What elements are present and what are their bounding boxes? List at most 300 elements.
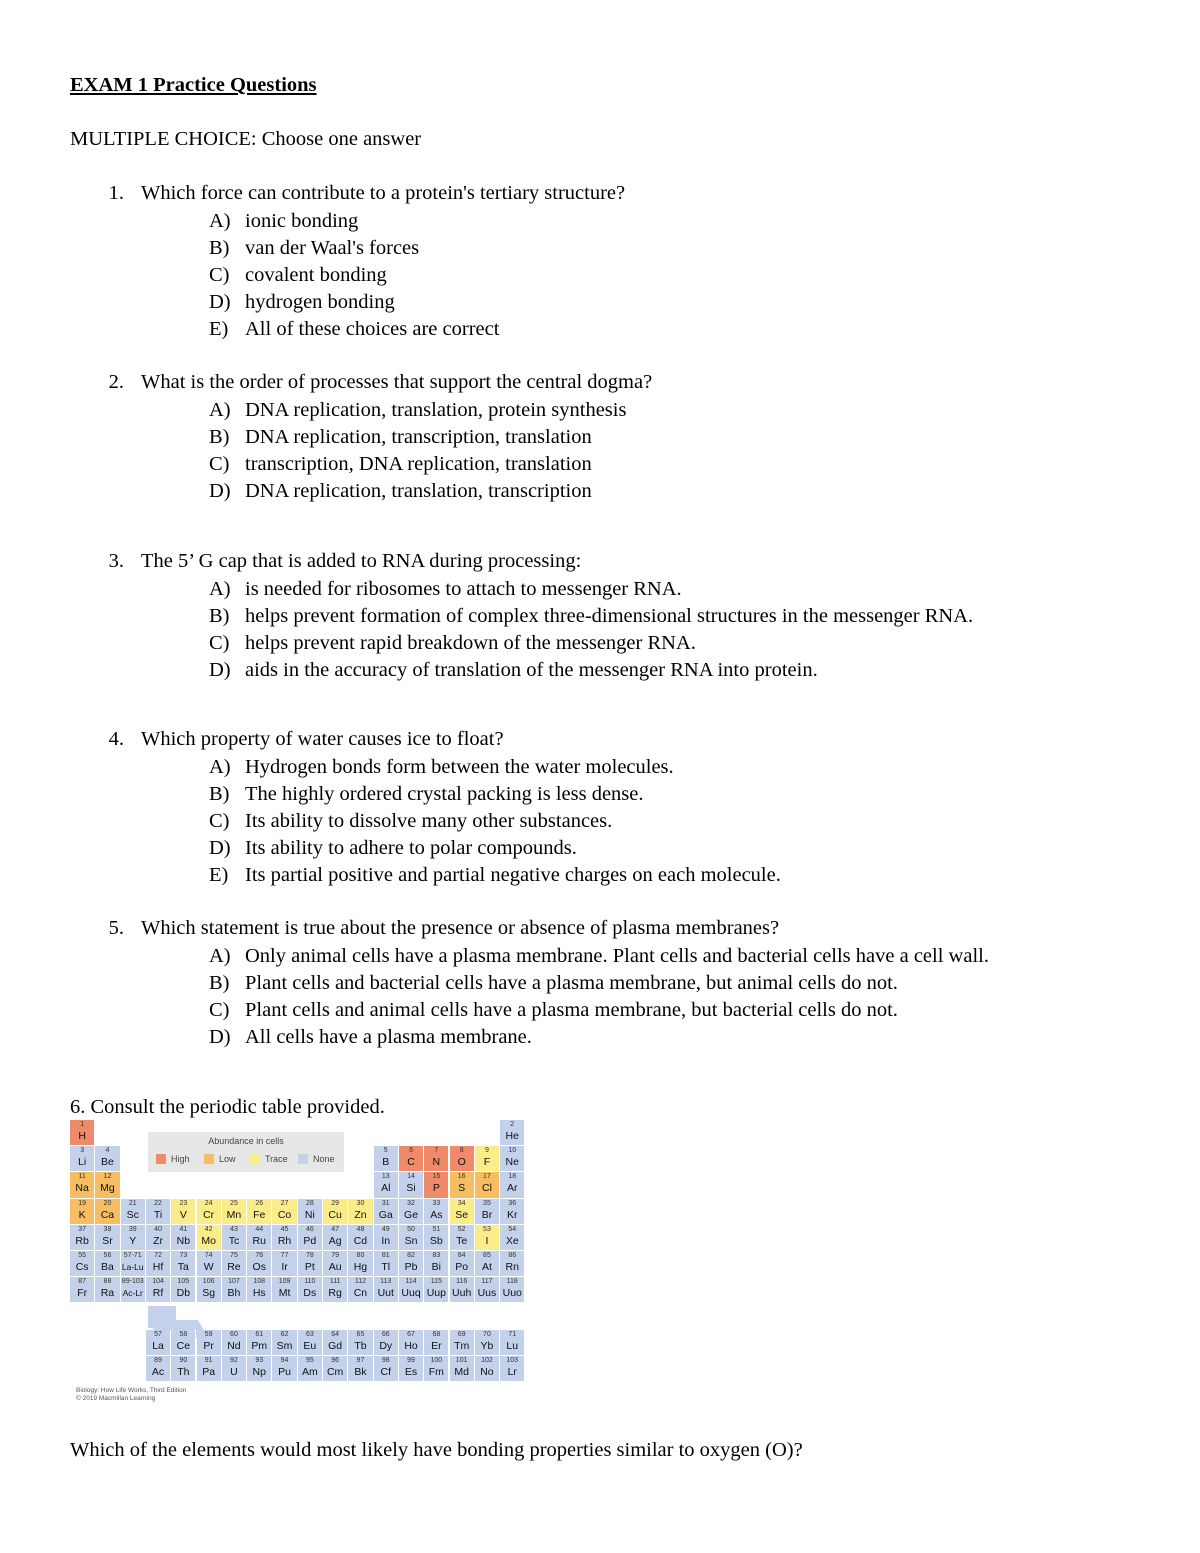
element-sr bbox=[95, 1225, 120, 1251]
atomic-number: 115 bbox=[430, 1278, 442, 1286]
element-symbol: At bbox=[481, 1261, 492, 1273]
atomic-number: 60 bbox=[230, 1331, 238, 1338]
option-letter: C) bbox=[209, 264, 230, 286]
atomic-number: 41 bbox=[179, 1225, 188, 1233]
element-symbol: W bbox=[203, 1261, 214, 1273]
element-symbol: Os bbox=[252, 1261, 266, 1273]
element-symbol: Rn bbox=[505, 1261, 519, 1273]
legend-label: Low bbox=[219, 1154, 236, 1164]
answer-option bbox=[209, 809, 781, 836]
element-at bbox=[475, 1251, 500, 1277]
answer-option bbox=[209, 263, 499, 290]
atomic-number: 88 bbox=[103, 1278, 112, 1286]
option-text: All cells have a plasma membrane. bbox=[245, 1026, 532, 1048]
option-letter: C) bbox=[209, 999, 230, 1021]
element-se bbox=[450, 1199, 475, 1225]
element-ni bbox=[298, 1199, 323, 1225]
element-symbol: Zr bbox=[153, 1234, 163, 1247]
element-hf bbox=[146, 1251, 171, 1277]
atomic-number: 38 bbox=[103, 1225, 112, 1233]
element-symbol: O bbox=[457, 1156, 466, 1169]
element-symbol: Se bbox=[455, 1208, 469, 1221]
element-cf bbox=[374, 1356, 399, 1382]
option-letter: D) bbox=[209, 480, 231, 502]
legend-swatch-none bbox=[298, 1154, 308, 1164]
atomic-number: 6 bbox=[409, 1147, 413, 1155]
answer-options bbox=[209, 577, 973, 685]
atomic-number: 110 bbox=[304, 1278, 316, 1286]
element-fr bbox=[70, 1277, 95, 1303]
element-symbol: Ho bbox=[404, 1340, 418, 1352]
element-symbol: Co bbox=[277, 1208, 292, 1221]
element-symbol: Uus bbox=[477, 1287, 497, 1300]
element-cd bbox=[348, 1225, 373, 1251]
atomic-number: 72 bbox=[154, 1252, 162, 1259]
atomic-number: 81 bbox=[381, 1252, 390, 1259]
element-mt bbox=[272, 1277, 297, 1303]
element-bi bbox=[424, 1251, 449, 1277]
atomic-number: 89 bbox=[154, 1357, 162, 1365]
answer-options bbox=[209, 209, 499, 344]
option-text: Plant cells and bacterial cells have a plasma membrane, but animal cells do not. bbox=[245, 972, 898, 994]
atomic-number: 4 bbox=[105, 1147, 110, 1155]
element-symbol: Rg bbox=[328, 1287, 342, 1300]
atomic-number: 82 bbox=[407, 1252, 415, 1259]
element-la-lu bbox=[121, 1251, 146, 1277]
option-letter: B) bbox=[209, 426, 230, 448]
atomic-number: 37 bbox=[78, 1225, 87, 1233]
element-symbol: Mg bbox=[100, 1182, 115, 1195]
answer-option bbox=[209, 863, 781, 890]
atomic-number: 73 bbox=[179, 1252, 188, 1259]
atomic-number: 51 bbox=[432, 1225, 441, 1233]
element-f bbox=[475, 1146, 500, 1172]
option-text: Its ability to dissolve many other substances. bbox=[245, 810, 613, 832]
element-symbol: La bbox=[152, 1340, 164, 1352]
element-symbol: Th bbox=[177, 1366, 190, 1379]
atomic-number: 16 bbox=[457, 1173, 466, 1181]
element-mn bbox=[222, 1199, 247, 1225]
question-number: 1. bbox=[108, 182, 124, 204]
element-ho bbox=[399, 1330, 424, 1356]
element-pm bbox=[247, 1330, 272, 1356]
atomic-number: 112 bbox=[354, 1278, 367, 1286]
element-symbol: Tc bbox=[228, 1234, 240, 1247]
element-symbol: Np bbox=[252, 1366, 266, 1379]
atomic-number: 71 bbox=[508, 1331, 517, 1338]
option-letter: C) bbox=[209, 453, 230, 475]
figure-credit bbox=[76, 1387, 186, 1403]
element-sm bbox=[272, 1330, 297, 1356]
option-letter: B) bbox=[209, 237, 230, 259]
legend-swatch-low bbox=[204, 1154, 214, 1164]
atomic-number: 96 bbox=[331, 1357, 340, 1365]
element-rn bbox=[500, 1251, 525, 1277]
element-symbol: Md bbox=[454, 1366, 469, 1379]
atomic-number: 64 bbox=[331, 1331, 340, 1338]
element-tl bbox=[374, 1251, 399, 1277]
element-symbol: Ni bbox=[304, 1208, 315, 1221]
element-symbol: Ac bbox=[151, 1366, 165, 1379]
atomic-number: 74 bbox=[204, 1252, 213, 1259]
atomic-number: 22 bbox=[154, 1199, 162, 1207]
answer-option bbox=[209, 479, 626, 506]
option-text: helps prevent rapid breakdown of the messenger RNA. bbox=[245, 632, 696, 654]
atomic-number: 59 bbox=[204, 1331, 213, 1338]
answer-option bbox=[209, 452, 626, 479]
element-au bbox=[323, 1251, 348, 1277]
element-co bbox=[272, 1199, 297, 1225]
element-pr bbox=[197, 1330, 222, 1356]
answer-option bbox=[209, 398, 626, 425]
element-n bbox=[424, 1146, 449, 1172]
atomic-number: 108 bbox=[253, 1278, 266, 1286]
atomic-number: 109 bbox=[278, 1278, 291, 1286]
atomic-number: 83 bbox=[432, 1252, 441, 1259]
element-symbol: Dy bbox=[379, 1340, 393, 1352]
answer-option bbox=[209, 631, 973, 658]
element-symbol: Uup bbox=[426, 1287, 446, 1300]
atomic-number: 70 bbox=[483, 1331, 491, 1338]
atomic-number: 50 bbox=[407, 1225, 415, 1233]
element-bk bbox=[348, 1356, 373, 1382]
element-symbol: Ar bbox=[506, 1182, 518, 1195]
atomic-number: 26 bbox=[255, 1199, 264, 1207]
element-nb bbox=[171, 1225, 196, 1251]
element-ga bbox=[374, 1199, 399, 1225]
element-xe bbox=[500, 1225, 525, 1251]
atomic-number: 31 bbox=[381, 1199, 390, 1207]
element-symbol: Cn bbox=[353, 1287, 368, 1300]
atomic-number: 48 bbox=[356, 1225, 365, 1233]
option-text: transcription, DNA replication, translation bbox=[245, 453, 592, 475]
element-symbol: Cl bbox=[481, 1182, 492, 1195]
atomic-number: 43 bbox=[230, 1225, 238, 1233]
element-symbol: I bbox=[485, 1234, 489, 1247]
atomic-number: 100 bbox=[430, 1357, 443, 1365]
instructions: MULTIPLE CHOICE: Choose one answer bbox=[70, 128, 422, 150]
element-ar bbox=[500, 1172, 525, 1198]
question-number: 3. bbox=[108, 550, 124, 572]
element-cn bbox=[348, 1277, 373, 1303]
element-symbol: Pd bbox=[303, 1234, 317, 1247]
atomic-number: 101 bbox=[455, 1357, 468, 1365]
option-text: Plant cells and animal cells have a plasma membrane, but bacterial cells do not. bbox=[245, 999, 898, 1021]
element-symbol: P bbox=[432, 1182, 440, 1195]
element-na bbox=[70, 1172, 95, 1198]
option-text: Its ability to adhere to polar compounds. bbox=[245, 837, 577, 859]
answer-options bbox=[209, 755, 781, 890]
element-pu bbox=[272, 1356, 297, 1382]
atomic-number: 40 bbox=[154, 1225, 162, 1233]
atomic-number: 15 bbox=[432, 1173, 441, 1181]
element-he bbox=[500, 1120, 525, 1146]
element-nd bbox=[222, 1330, 247, 1356]
element-u bbox=[222, 1356, 247, 1382]
element-fm bbox=[424, 1356, 449, 1382]
atomic-number: 32 bbox=[407, 1199, 415, 1207]
element-symbol: C bbox=[407, 1156, 415, 1169]
element-cm bbox=[323, 1356, 348, 1382]
atomic-number: 30 bbox=[356, 1199, 365, 1207]
atomic-number: 56 bbox=[103, 1252, 112, 1259]
option-text: covalent bonding bbox=[245, 264, 387, 286]
atomic-number: 55 bbox=[78, 1252, 87, 1259]
option-text: DNA replication, translation, transcription bbox=[245, 480, 592, 502]
element-symbol: Sg bbox=[202, 1287, 216, 1300]
atomic-number: 94 bbox=[280, 1357, 289, 1365]
answer-option bbox=[209, 971, 989, 998]
element-uut bbox=[374, 1277, 399, 1303]
element-symbol: Gd bbox=[328, 1340, 343, 1352]
atomic-number: 80 bbox=[356, 1252, 365, 1259]
element-ag bbox=[323, 1225, 348, 1251]
element-la bbox=[146, 1330, 171, 1356]
element-h bbox=[70, 1120, 95, 1146]
answer-option bbox=[209, 209, 499, 236]
element-pa bbox=[197, 1356, 222, 1382]
option-text: hydrogen bonding bbox=[245, 291, 395, 313]
element-symbol: Pu bbox=[278, 1366, 291, 1379]
element-symbol: Sc bbox=[126, 1208, 139, 1221]
atomic-number: 57 bbox=[154, 1331, 162, 1338]
element-symbol: Re bbox=[227, 1261, 241, 1273]
option-letter: C) bbox=[209, 632, 230, 654]
element-symbol: Hf bbox=[152, 1261, 164, 1273]
element-c bbox=[399, 1146, 424, 1172]
atomic-number: 12 bbox=[103, 1173, 112, 1181]
answer-option bbox=[209, 1025, 989, 1052]
element-ba bbox=[95, 1251, 120, 1277]
atomic-number: 95 bbox=[305, 1357, 314, 1365]
option-letter: A) bbox=[209, 578, 231, 600]
element-sc bbox=[121, 1199, 146, 1225]
legend-label: Trace bbox=[265, 1154, 288, 1164]
element-symbol: Cu bbox=[328, 1208, 342, 1221]
option-letter: B) bbox=[209, 972, 230, 994]
atomic-number: 89-103 bbox=[121, 1278, 144, 1286]
answer-option bbox=[209, 604, 973, 631]
element-symbol: Uut bbox=[377, 1287, 394, 1300]
atomic-number: 85 bbox=[483, 1252, 491, 1259]
element-symbol: Al bbox=[381, 1182, 391, 1195]
element-symbol: Hg bbox=[353, 1261, 368, 1273]
element-symbol: Na bbox=[75, 1182, 89, 1195]
element-rf bbox=[146, 1277, 171, 1303]
element-uup bbox=[424, 1277, 449, 1303]
element-mg bbox=[95, 1172, 120, 1198]
atomic-number: 66 bbox=[381, 1331, 390, 1338]
element-symbol: Db bbox=[176, 1287, 191, 1300]
atomic-number: 92 bbox=[230, 1357, 238, 1365]
element-symbol: Ca bbox=[100, 1208, 115, 1221]
atomic-number: 36 bbox=[508, 1199, 517, 1207]
option-letter: A) bbox=[209, 399, 231, 421]
periodic-table-legend bbox=[148, 1132, 344, 1172]
element-hs bbox=[247, 1277, 272, 1303]
element-rh bbox=[272, 1225, 297, 1251]
option-letter: B) bbox=[209, 783, 230, 805]
element-gd bbox=[323, 1330, 348, 1356]
element-cl bbox=[475, 1172, 500, 1198]
atomic-number: 46 bbox=[305, 1225, 314, 1233]
periodic-table bbox=[70, 1120, 526, 1404]
legend-swatch-high bbox=[156, 1154, 166, 1164]
question-stem: Which property of water causes ice to float? bbox=[141, 728, 504, 750]
element-rb bbox=[70, 1225, 95, 1251]
element-ti bbox=[146, 1199, 171, 1225]
atomic-number: 47 bbox=[331, 1225, 340, 1233]
element-sn bbox=[399, 1225, 424, 1251]
atomic-number: 3 bbox=[80, 1147, 85, 1155]
page-title: EXAM 1 Practice Questions bbox=[70, 74, 317, 96]
element-symbol: Bk bbox=[354, 1366, 367, 1379]
element-symbol: In bbox=[381, 1234, 391, 1247]
element-po bbox=[450, 1251, 475, 1277]
option-letter: E) bbox=[209, 864, 229, 886]
atomic-number: 114 bbox=[405, 1278, 417, 1286]
atomic-number: 107 bbox=[228, 1278, 240, 1286]
element-symbol: Rh bbox=[277, 1234, 292, 1247]
element-th bbox=[171, 1356, 196, 1382]
element-symbol: Sn bbox=[404, 1234, 418, 1247]
element-symbol: Br bbox=[481, 1208, 493, 1221]
answer-option bbox=[209, 944, 989, 971]
question-6-prompt: Which of the elements would most likely have bonding properties similar to oxygen (O)? bbox=[70, 1439, 803, 1461]
element-symbol: Po bbox=[455, 1261, 469, 1273]
element-rg bbox=[323, 1277, 348, 1303]
atomic-number: 25 bbox=[230, 1199, 238, 1207]
atomic-number: 20 bbox=[103, 1199, 112, 1207]
question-stem: Which force can contribute to a protein's tertiary structure? bbox=[141, 182, 626, 204]
element-y bbox=[121, 1225, 146, 1251]
element-symbol: Eu bbox=[303, 1340, 317, 1352]
question-6-intro: 6. Consult the periodic table provided. bbox=[70, 1096, 385, 1118]
answer-option bbox=[209, 425, 626, 452]
atomic-number: 87 bbox=[78, 1278, 87, 1286]
atomic-number: 97 bbox=[356, 1357, 365, 1365]
element-ir bbox=[272, 1251, 297, 1277]
question-stem: Which statement is true about the presence or absence of plasma membranes? bbox=[141, 917, 780, 939]
atomic-number: 93 bbox=[255, 1357, 264, 1365]
element-es bbox=[399, 1356, 424, 1382]
element-symbol: Ga bbox=[378, 1208, 393, 1221]
atomic-number: 34 bbox=[457, 1199, 466, 1207]
atomic-number: 61 bbox=[255, 1331, 264, 1338]
option-letter: C) bbox=[209, 810, 230, 832]
element-ca bbox=[95, 1199, 120, 1225]
atomic-number: 76 bbox=[255, 1252, 264, 1259]
element-symbol: Sr bbox=[102, 1234, 113, 1247]
element-symbol: As bbox=[430, 1208, 443, 1221]
element-sb bbox=[424, 1225, 449, 1251]
element-al bbox=[374, 1172, 399, 1198]
element-symbol: Mn bbox=[226, 1208, 242, 1221]
element-symbol: Ne bbox=[505, 1156, 519, 1169]
atomic-number: 17 bbox=[483, 1173, 491, 1181]
atomic-number: 11 bbox=[78, 1173, 86, 1181]
option-text: The highly ordered crystal packing is less dense. bbox=[245, 783, 644, 805]
atomic-number: 28 bbox=[305, 1199, 314, 1207]
atomic-number: 19 bbox=[78, 1199, 87, 1207]
element-symbol: B bbox=[382, 1156, 390, 1169]
atomic-number: 99 bbox=[407, 1357, 415, 1365]
atomic-number: 105 bbox=[177, 1278, 190, 1286]
credit-line: © 2019 Macmillan Learning bbox=[76, 1395, 156, 1402]
element-pb bbox=[399, 1251, 424, 1277]
element-symbol: Au bbox=[328, 1261, 342, 1273]
element-tb bbox=[348, 1330, 373, 1356]
atomic-number: 91 bbox=[204, 1357, 213, 1365]
atomic-number: 5 bbox=[383, 1147, 388, 1155]
option-letter: A) bbox=[209, 756, 231, 778]
element-symbol: Ge bbox=[404, 1208, 419, 1221]
atomic-number: 35 bbox=[483, 1199, 491, 1207]
atomic-number: 98 bbox=[381, 1357, 390, 1365]
answer-option bbox=[209, 290, 499, 317]
answer-option bbox=[209, 998, 989, 1025]
legend-item-high bbox=[156, 1154, 190, 1164]
element-te bbox=[450, 1225, 475, 1251]
element-sg bbox=[197, 1277, 222, 1303]
atomic-number: 13 bbox=[381, 1173, 390, 1181]
element-symbol: Ac-Lr bbox=[122, 1288, 143, 1299]
atomic-number: 8 bbox=[459, 1147, 464, 1155]
element-symbol: Kr bbox=[506, 1208, 518, 1221]
element-symbol: Li bbox=[78, 1156, 87, 1169]
option-text: Its partial positive and partial negative charges on each molecule. bbox=[245, 864, 781, 886]
answer-options bbox=[209, 944, 989, 1052]
answer-option bbox=[209, 658, 973, 685]
element-lr bbox=[500, 1356, 525, 1382]
element-zn bbox=[348, 1199, 373, 1225]
atomic-number: 90 bbox=[179, 1357, 188, 1365]
element-symbol: Pb bbox=[404, 1261, 418, 1273]
atomic-number: 53 bbox=[483, 1225, 491, 1233]
option-text: All of these choices are correct bbox=[245, 318, 500, 340]
element-si bbox=[399, 1172, 424, 1198]
atomic-number: 84 bbox=[457, 1252, 466, 1259]
element-symbol: Fm bbox=[428, 1366, 444, 1379]
element-cr bbox=[197, 1199, 222, 1225]
element-cu bbox=[323, 1199, 348, 1225]
question-number: 2. bbox=[108, 371, 124, 393]
atomic-number: 118 bbox=[506, 1278, 518, 1286]
answer-options bbox=[209, 398, 626, 506]
legend-label: High bbox=[171, 1154, 190, 1164]
element-mo bbox=[197, 1225, 222, 1251]
element-symbol: Pm bbox=[251, 1340, 268, 1352]
question-number: 5. bbox=[108, 917, 124, 939]
element-symbol: Nd bbox=[227, 1340, 241, 1352]
option-letter: D) bbox=[209, 291, 231, 313]
atomic-number: 44 bbox=[255, 1225, 264, 1233]
answer-option bbox=[209, 577, 973, 604]
element-os bbox=[247, 1251, 272, 1277]
element-symbol: Uuh bbox=[452, 1287, 472, 1300]
element-symbol: Sb bbox=[429, 1234, 443, 1247]
element-symbol: Fr bbox=[77, 1287, 88, 1300]
legend-label: None bbox=[313, 1154, 335, 1164]
element-p bbox=[424, 1172, 449, 1198]
element-symbol: Ba bbox=[101, 1261, 114, 1273]
atomic-number: 68 bbox=[432, 1331, 441, 1338]
element-pt bbox=[298, 1251, 323, 1277]
element-symbol: Ti bbox=[153, 1208, 163, 1221]
element-symbol: Lu bbox=[506, 1340, 519, 1352]
element-uuo bbox=[500, 1277, 525, 1303]
element-uus bbox=[475, 1277, 500, 1303]
